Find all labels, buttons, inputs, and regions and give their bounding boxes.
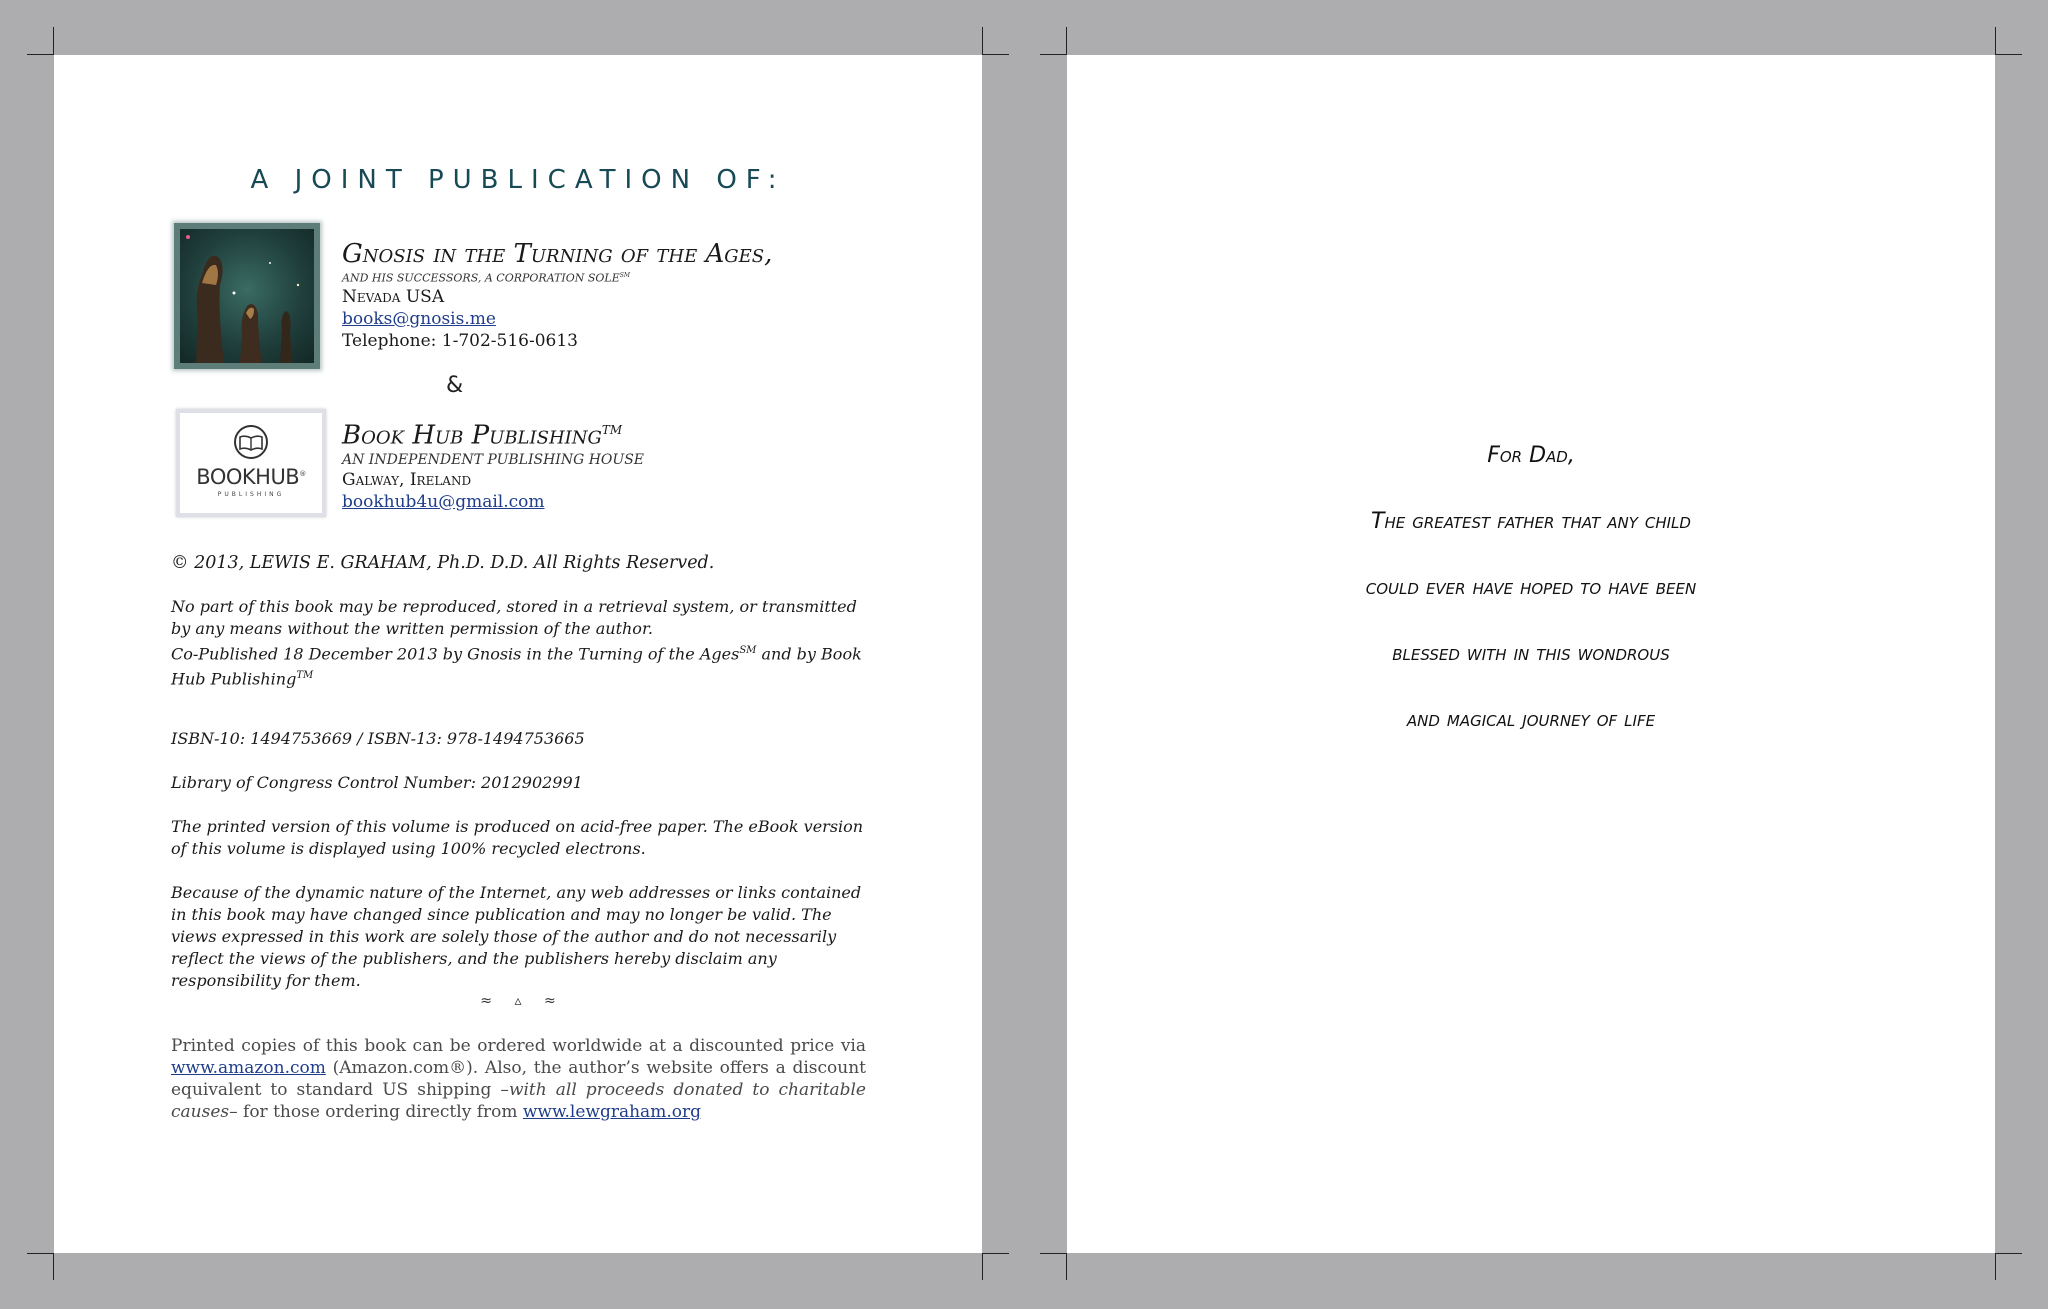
bookhub-logo-sub: PUBLISHING (217, 491, 285, 498)
trademark: TM (601, 423, 623, 437)
gnosis-details (342, 239, 772, 352)
isbn: ISBN-10: 1494753669 / ISBN-13: 978-1494753665 (171, 729, 585, 748)
service-mark: SM (739, 645, 757, 656)
publisher-name: Gnosis in the Turning of the Ages, (342, 239, 773, 269)
page-right (1067, 55, 1995, 1253)
copyright-notice: © 2013, LEWIS E. GRAHAM, Ph.D. D.D. All Rights Reserved. (171, 553, 715, 573)
joint-publication-title: A JOINT PUBLICATION OF: (250, 165, 786, 195)
publisher-name-text: Book Hub Publishing (342, 420, 602, 451)
ordering-info (171, 1035, 866, 1123)
publisher-subtitle-text: AND HIS SUCCESSORS, A CORPORATION SOLE (342, 271, 620, 285)
order-text-3: – for those ordering directly from (229, 1102, 523, 1122)
crop-mark (1995, 27, 1996, 54)
crop-mark (1995, 54, 2022, 55)
section-divider: ≈ ▵ ≈ (480, 993, 556, 1009)
dedication-line-2: The greatest father that any child (1371, 509, 1691, 534)
gnosis-logo-image (174, 223, 320, 369)
copublished-notice (171, 640, 871, 691)
crop-mark (1040, 1253, 1067, 1254)
crop-mark (27, 1253, 54, 1254)
crop-mark (53, 1253, 54, 1280)
open-book-icon (232, 423, 270, 461)
crop-mark (1066, 1253, 1067, 1280)
ampersand: & (446, 373, 464, 398)
crop-mark (982, 1253, 983, 1280)
lewgraham-link[interactable]: www.lewgraham.org (522, 1102, 701, 1122)
crop-mark (1066, 27, 1067, 54)
order-italic-text: with all proceeds donated to charitable causes (171, 1080, 866, 1122)
bookhub-email-link[interactable]: bookhub4u@gmail.com (342, 491, 545, 512)
reproduction-notice: No part of this book may be reproduced, stored in a retrieval system, or transmitted by any means without the written permission of the author. (171, 597, 857, 638)
crop-mark (53, 27, 54, 54)
copublished-text-2: and by Book Hub Publishing (171, 644, 862, 689)
order-text-1: Printed copies of this book can be ordered worldwide at a discounted price via (171, 1036, 866, 1056)
internet-disclaimer: Because of the dynamic nature of the Internet, any web addresses or links contained in this book may have changed since publication and may no longer be valid. The views expressed in this work are solely those of the author and do not necessarily reflect the views of the publishers, and the publishers hereby disclaim any responsibility for them. (171, 883, 862, 990)
service-mark: SM (619, 272, 631, 279)
publisher-subtitle (342, 269, 772, 286)
crop-mark (27, 54, 54, 55)
order-text-2: (Amazon.com®). Also, the author’s website offers a discount equivalent to standard US shipping – (171, 1058, 866, 1100)
publisher-subtitle: AN INDEPENDENT PUBLISHING HOUSE (342, 451, 645, 468)
publisher-location: Galway, Ireland (342, 469, 472, 490)
gnosis-email-link[interactable]: books@gnosis.me (342, 308, 496, 329)
bookhub-logo (176, 409, 326, 517)
page-left (54, 55, 982, 1253)
dedication-line-4: blessed with in this wondrous (1392, 641, 1670, 666)
dedication-line-3: could ever have hoped to have been (1365, 575, 1697, 600)
copublished-text: Co-Published 18 December 2013 by Gnosis in the Turning of the Ages (171, 644, 740, 664)
publisher-telephone: Telephone: 1-702-516-0613 (342, 330, 578, 351)
crop-mark (982, 27, 983, 54)
amazon-link[interactable]: www.amazon.com (171, 1058, 326, 1078)
dedication-line-1: For Dad, (1487, 443, 1575, 468)
publisher-location: Nevada USA (342, 286, 445, 307)
paper-note: The printed version of this volume is produced on acid-free paper. The eBook version of this volume is displayed using 100% recycled electrons. (171, 817, 864, 858)
crop-mark (982, 1253, 1009, 1254)
crop-mark (1040, 54, 1067, 55)
library-of-congress-number: Library of Congress Control Number: 2012902991 (171, 773, 583, 792)
crop-mark (982, 54, 1009, 55)
registered-mark: ® (299, 470, 306, 478)
bookhub-details (342, 415, 644, 513)
publisher-name (342, 415, 644, 451)
bookhub-word-text: BOOKHUB (196, 465, 300, 489)
crop-mark (1995, 1253, 2022, 1254)
crop-mark (1995, 1253, 1996, 1280)
dedication-line-5: and magical journey of life (1406, 707, 1656, 732)
trademark: TM (296, 670, 314, 682)
bookhub-logo-word (180, 465, 322, 489)
